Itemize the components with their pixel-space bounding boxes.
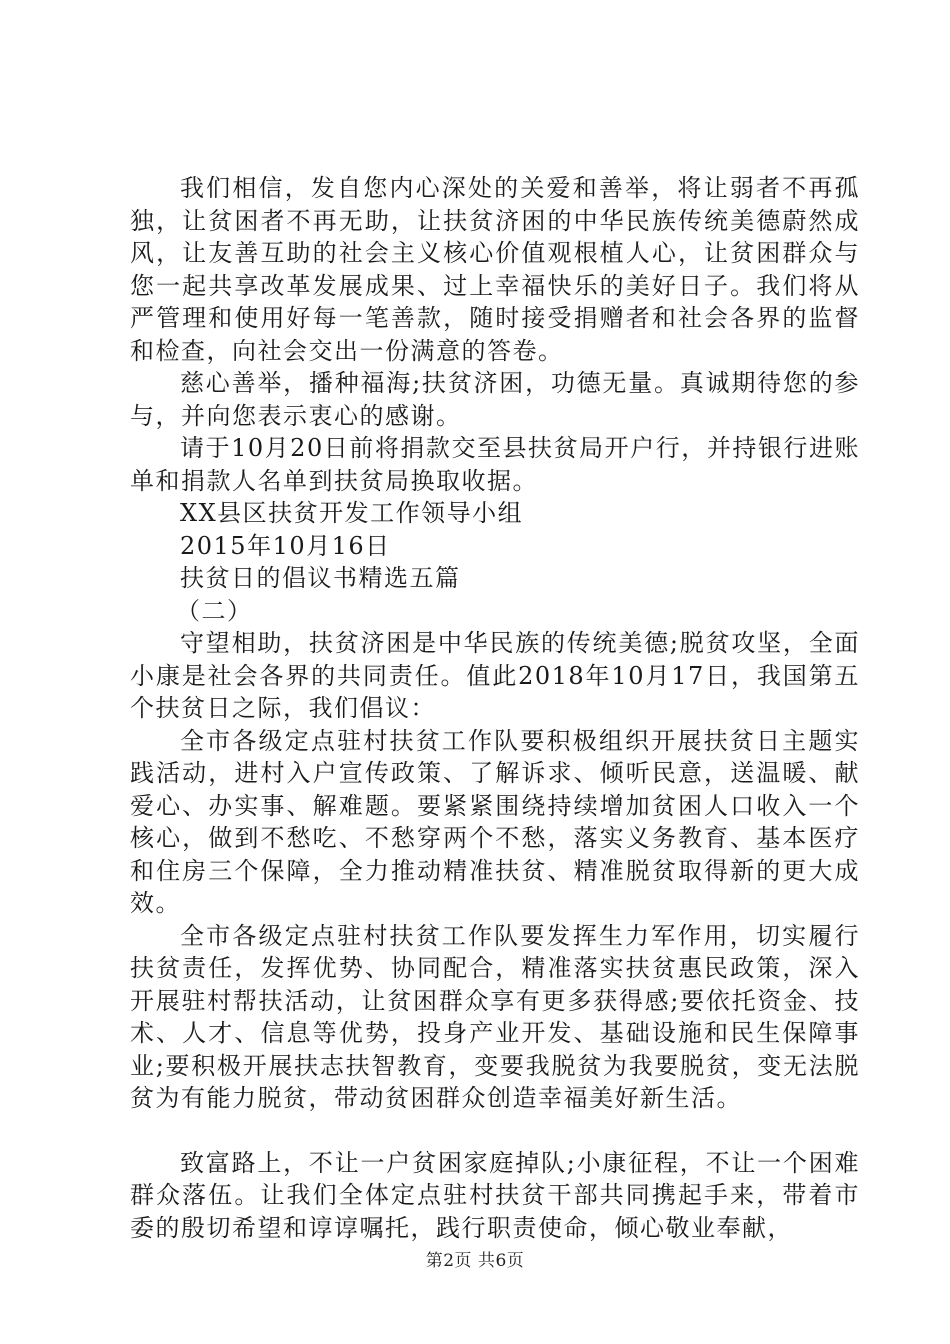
paragraph-deadline: 请于10月20日前将捐款交至县扶贫局开户行，并持银行进账单和捐款人名单到扶贫局换取收据。 — [130, 434, 860, 495]
paragraph-initiative: 守望相助，扶贫济困是中华民族的传统美德;脱贫攻坚，全面小康是社会各界的共同责任。值此2018年10月17日，我国第五个扶贫日之际，我们倡议： — [130, 629, 860, 722]
paragraph-belief: 我们相信，发自您内心深处的关爱和善举，将让弱者不再孤独，让贫困者不再无助，让扶贫济困的中华民族传统美德蔚然成风，让友善互助的社会主义核心价值观根植人心，让贫困群众与您一起共享改革发展成果、过上幸福快乐的美好日子。我们将从严管理和使用好每一笔善款，随时接受捐赠者和社会各界的监督和检查，向社会交出一份满意的答卷。 — [130, 174, 860, 365]
page-indicator: 第2页 共6页 — [425, 1251, 525, 1271]
paragraph-teams-activities: 全市各级定点驻村扶贫工作队要积极组织开展扶贫日主题实践活动，进村入户宣传政策、了解诉求、倾听民意，送温暖、献爱心、办实事、解难题。要紧紧围绕持续增加贫困人口收入一个核心，做到不愁吃、不愁穿两个不愁，落实义务教育、基本医疗和住房三个保障，全力推动精准扶贫、精准脱贫取得新的更大成效。 — [130, 726, 860, 917]
paragraph-charity: 慈心善举，播种福海;扶贫济困，功德无量。真诚期待您的参与，并向您表示衷心的感谢。 — [130, 369, 860, 430]
section-number: （二） — [176, 596, 253, 625]
section-title: 扶贫日的倡议书精选五篇 — [180, 564, 461, 592]
paragraph-gap — [130, 1115, 860, 1147]
signature-organization: XX县区扶贫开发工作领导小组 — [180, 499, 524, 527]
signature-date: 2015年10月16日 — [180, 531, 391, 560]
paragraph-teams-responsibility: 全市各级定点驻村扶贫工作队要发挥生力军作用，切实履行扶贫责任，发挥优势、协同配合，精准落实扶贫惠民政策，深入开展驻村帮扶活动，让贫困群众享有更多获得感;要依托资金、技术、人才、信息等优势，投身产业开发、基础设施和民生保障事业;要积极开展扶志扶智教育，变要我脱贫为我要脱贫，变无法脱贫为有能力脱贫，带动贫困群众创造幸福美好新生活。 — [130, 921, 860, 1112]
paragraph-closing: 致富路上，不让一户贫困家庭掉队;小康征程，不让一个困难群众落伍。让我们全体定点驻村扶贫干部共同携起手来，带着市委的殷切希望和谆谆嘱托，践行职责使命，倾心敬业奉献， — [130, 1148, 860, 1242]
document-body — [130, 172, 860, 1244]
